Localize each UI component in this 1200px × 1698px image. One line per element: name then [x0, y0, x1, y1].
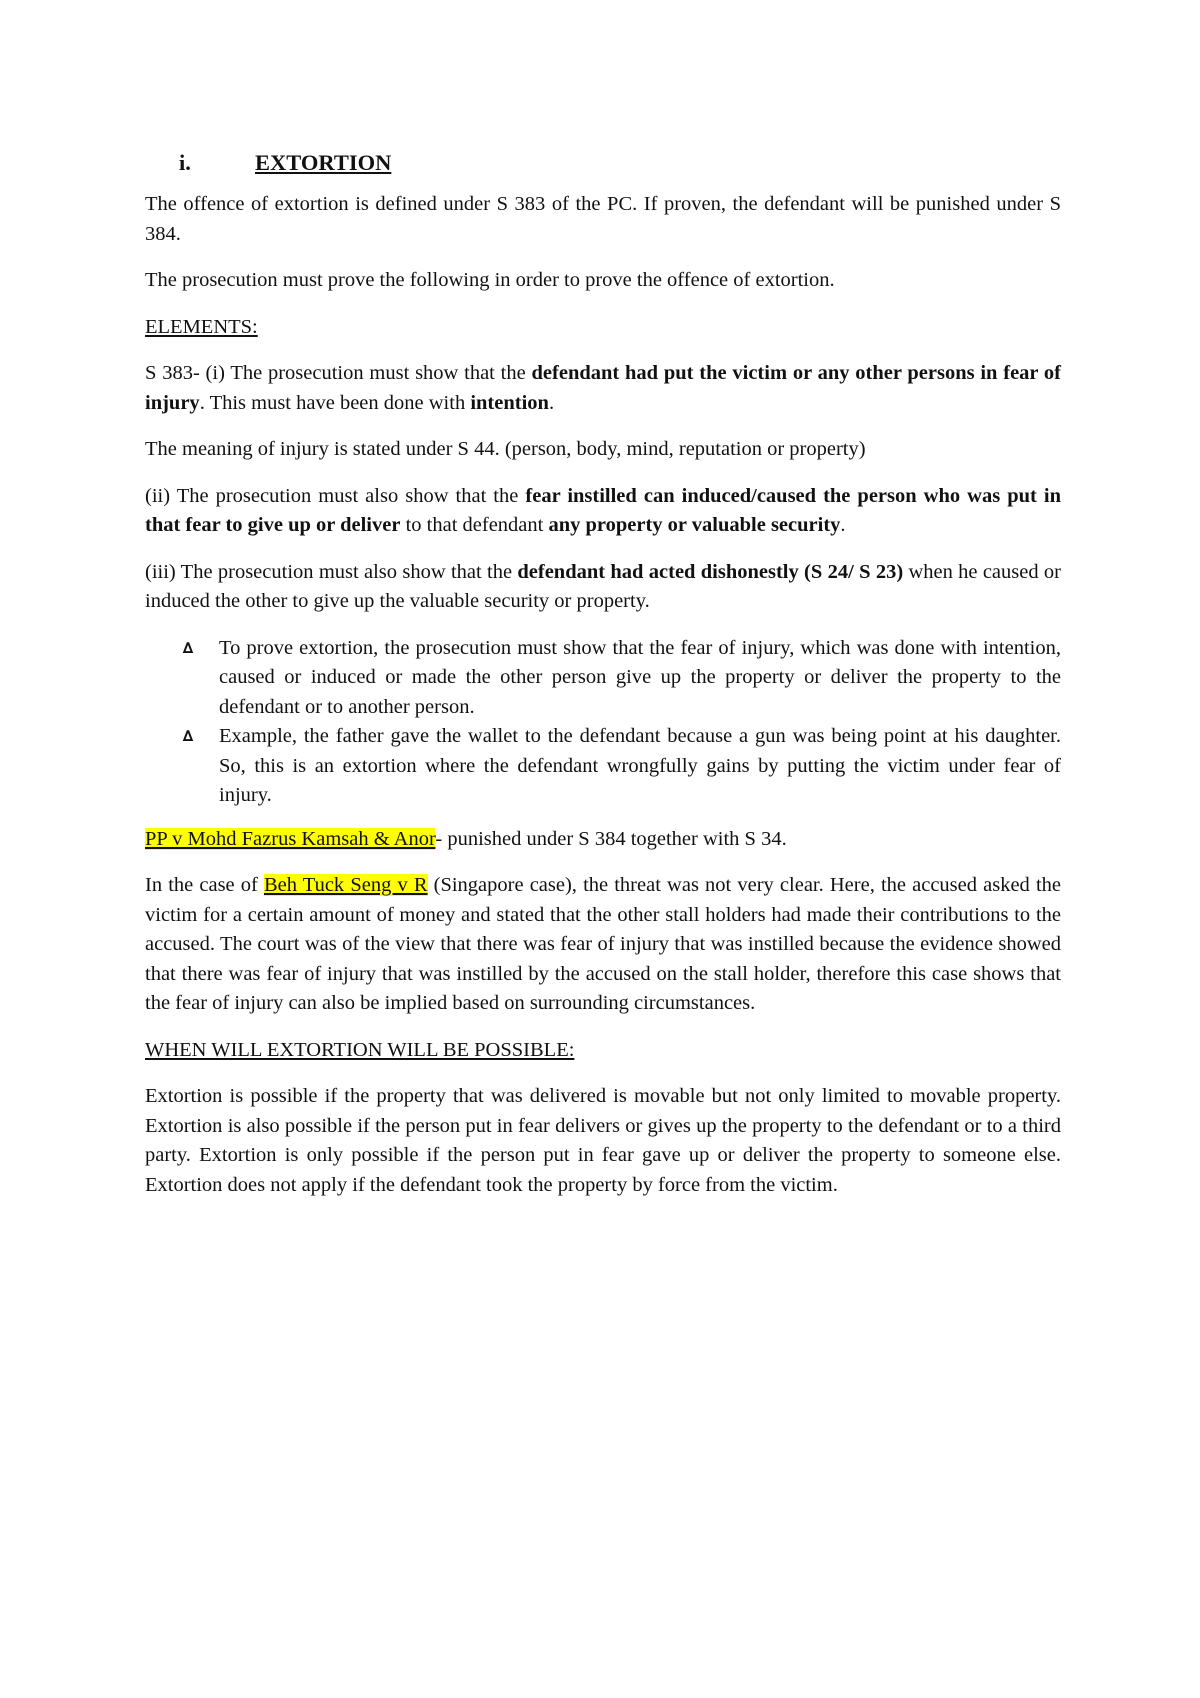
delta-bullet-icon: ∆ [182, 638, 194, 657]
possible-label [145, 1036, 1061, 1066]
elements-label-text: ELEMENTS: [145, 315, 258, 338]
element-3-text-b: when he caused or induced the other to give up the valuable security or property. [145, 560, 1062, 612]
element-1-bold-a: defendant had put the victim or any other persons in fear of injury [145, 362, 1062, 414]
case-2-name: Beh Tuck Seng v R [264, 874, 428, 896]
case-1-paragraph [145, 825, 1061, 855]
element-2-paragraph [145, 482, 1061, 541]
bullet-text-2: Example, the father gave the wallet to the defendant because a gun was being point at his daughter. So, this is an extortion where the defendant wrongfully gains by putting the victim under fear of injury. [219, 725, 1061, 806]
heading-number: i. [179, 150, 191, 175]
case-2-paragraph [145, 871, 1061, 1019]
delta-bullet-icon: ∆ [182, 727, 194, 745]
heading-title: EXTORTION [255, 150, 392, 175]
case-2-text-a: In the case of [145, 874, 264, 896]
element-2-bold-a: fear instilled can induced/caused the person who was put in that fear to give up or deliver [145, 484, 1061, 536]
possible-paragraph: Extortion is possible if the property that was delivered is movable but not only limited to movable property. Extortion is also possible if the person put in fear delivers or gives up the property to the defendant or to a third party. Extortion is only possible if the person put in fear gave up or deliver the property to someone else. Extortion does not apply if the defendant took the property by force from the victim. [145, 1085, 1061, 1196]
list-item [145, 634, 1061, 723]
element-1-text-c: . [548, 391, 555, 414]
element-3-bold-a: defendant had acted dishonestly (S 24/ S 23) [517, 560, 904, 583]
injury-meaning-paragraph: The meaning of injury is stated under S 44. (person, body, mind, reputation or property) [145, 438, 866, 460]
element-1-bold-b: intention [470, 391, 549, 414]
element-2-bold-b: any property or valuable security [548, 514, 841, 536]
section-heading [145, 148, 1061, 180]
element-1-text-a: S 383- (i) The prosecution must show that the [145, 362, 532, 384]
intro-paragraph-1: The offence of extortion is defined under S 383 of the PC. If proven, the defendant will be punished under S 384. [145, 193, 1061, 245]
element-2-text-b: to that defendant [400, 514, 549, 536]
case-1-text: - punished under S 384 together with S 34. [435, 827, 787, 850]
element-1-paragraph [145, 359, 1061, 418]
element-2-text-a: (ii) The prosecution must also show that the [145, 484, 526, 507]
bullet-list [145, 634, 1061, 811]
document-body [145, 148, 1061, 1217]
case-1-name: PP v Mohd Fazrus Kamsah & Anor [145, 827, 436, 850]
intro-paragraph-2: The prosecution must prove the following in order to prove the offence of extortion. [145, 269, 835, 291]
bullet-text-1: To prove extortion, the prosecution must show that the fear of injury, which was done with intention, caused or induced or made the other person give up the property or deliver the property to the defendant or to another person. [219, 636, 1061, 718]
case-2-text-b: (Singapore case), the threat was not very clear. Here, the accused asked the victim for a certain amount of money and stated that the other stall holders had made their contributions to the accused. The court was of the view that there was fear of injury that was instilled because the evidence showed that there was fear of injury that was instilled by the accused on the stall holder, therefore this case shows that the fear of injury can also be implied based on surrounding circumstances. [145, 874, 1061, 1014]
possible-label-text: WHEN WILL EXTORTION WILL BE POSSIBLE: [145, 1038, 575, 1061]
element-2-text-c: . [840, 514, 846, 536]
element-1-text-b: . This must have been done with [199, 391, 471, 414]
elements-label [145, 313, 1061, 343]
element-3-text-a: (iii) The prosecution must also show that the [145, 560, 518, 583]
list-item [145, 722, 1061, 811]
element-3-paragraph [145, 558, 1061, 617]
